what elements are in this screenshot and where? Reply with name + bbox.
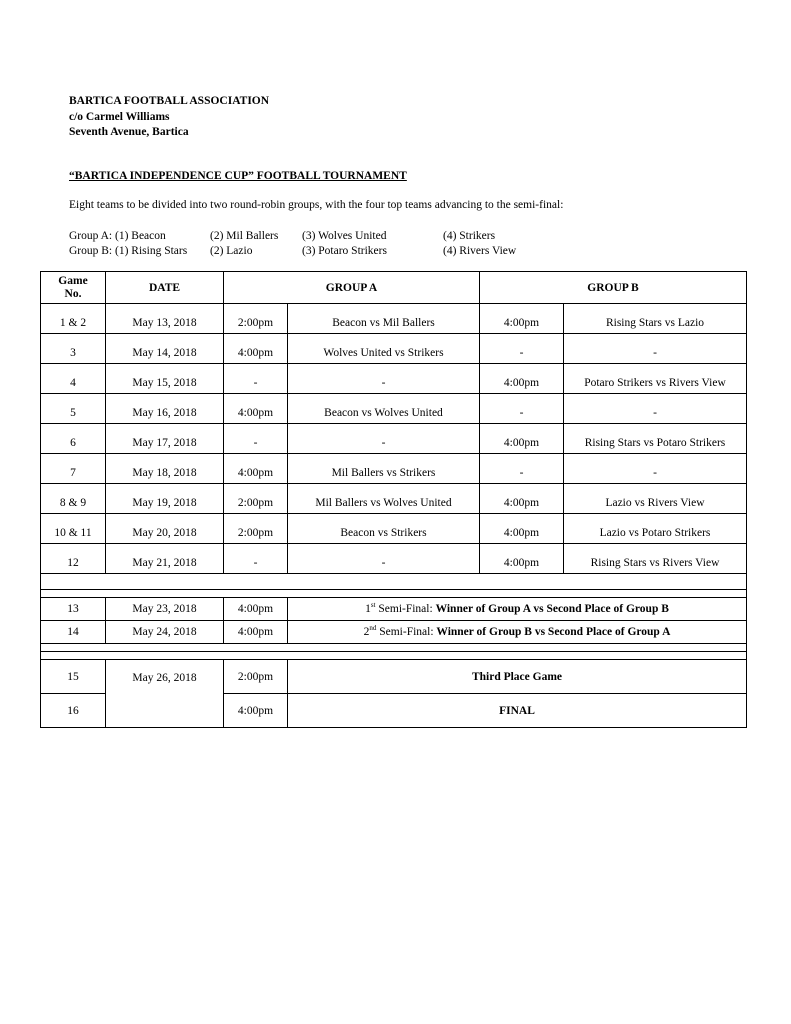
- match-label: FINAL: [499, 704, 535, 717]
- semi-final-description: [288, 598, 747, 621]
- semi-final-label: Semi-Final:: [375, 603, 436, 615]
- date-cell: May 20, 2018: [106, 514, 224, 544]
- semi-final-row: [41, 598, 747, 621]
- spacer-cell: [41, 652, 747, 660]
- group-b-match-cell: -: [564, 394, 747, 424]
- time-cell: 2:00pm: [224, 660, 288, 694]
- group-a-time-cell: 2:00pm: [224, 484, 288, 514]
- time-cell: 4:00pm: [224, 694, 288, 728]
- game-number-cell: 12: [41, 544, 106, 574]
- date-cell: May 14, 2018: [106, 334, 224, 364]
- group-a-team-1: Group A: (1) Beacon: [69, 230, 166, 242]
- group-a-time-cell: 4:00pm: [224, 394, 288, 424]
- date-cell: May 19, 2018: [106, 484, 224, 514]
- group-b-time-cell: 4:00pm: [480, 544, 564, 574]
- match-label-cell: [288, 660, 747, 694]
- semi-final-label: Semi-Final:: [376, 626, 437, 638]
- finals-date-cell: May 26, 2018: [106, 660, 224, 728]
- date-cell: May 23, 2018: [106, 598, 224, 621]
- semi-final-matchup: Winner of Group A vs Second Place of Group B: [435, 603, 669, 615]
- date-cell: May 18, 2018: [106, 454, 224, 484]
- date-cell: May 21, 2018: [106, 544, 224, 574]
- group-a-match-cell: -: [288, 544, 480, 574]
- intro-text: Eight teams to be divided into two round-robin groups, with the four top teams advancing to the semi-final:: [69, 199, 564, 211]
- group-b-time-cell: 4:00pm: [480, 304, 564, 334]
- group-b-time-cell: 4:00pm: [480, 514, 564, 544]
- care-of-line: c/o Carmel Williams: [69, 110, 170, 123]
- group-b-match-cell: Rising Stars vs Potaro Strikers: [564, 424, 747, 454]
- group-b-team-1: Group B: (1) Rising Stars: [69, 244, 188, 257]
- group-b-match-cell: -: [564, 334, 747, 364]
- game-number-cell: 8 & 9: [41, 484, 106, 514]
- group-a-match-cell: Wolves United vs Strikers: [288, 334, 480, 364]
- table-row: [41, 304, 747, 334]
- group-a-match-cell: Mil Ballers vs Strikers: [288, 454, 480, 484]
- date-cell: May 16, 2018: [106, 394, 224, 424]
- group-b-team-2: (2) Lazio: [210, 244, 253, 257]
- date-cell: May 13, 2018: [106, 304, 224, 334]
- game-number-cell: 3: [41, 334, 106, 364]
- ordinal-number: 1: [365, 603, 371, 615]
- semi-final-matchup: Winner of Group B vs Second Place of Group A: [436, 626, 671, 638]
- group-b-time-cell: 4:00pm: [480, 364, 564, 394]
- table-row: [41, 454, 747, 484]
- header-game-line2: No.: [64, 287, 82, 300]
- group-b-match-cell: Lazio vs Potaro Strikers: [564, 514, 747, 544]
- group-b-match-cell: Potaro Strikers vs Rivers View: [564, 364, 747, 394]
- group-b-time-cell: -: [480, 394, 564, 424]
- group-a-team-2: (2) Mil Ballers: [210, 230, 279, 242]
- group-b-time-cell: -: [480, 334, 564, 364]
- group-a-time-cell: -: [224, 544, 288, 574]
- third-place-row: [41, 660, 747, 694]
- group-b-match-cell: -: [564, 454, 747, 484]
- group-b-time-cell: 4:00pm: [480, 424, 564, 454]
- game-number-cell: 1 & 2: [41, 304, 106, 334]
- group-b-team-4: (4) Rivers View: [443, 244, 517, 257]
- table-spacer-row: [41, 590, 747, 598]
- header-group-a: GROUP A: [224, 272, 480, 304]
- group-b-match-cell: Rising Stars vs Rivers View: [564, 544, 747, 574]
- group-a-time-cell: 4:00pm: [224, 334, 288, 364]
- game-number-cell: 4: [41, 364, 106, 394]
- match-label-cell: [288, 694, 747, 728]
- game-number-cell: 10 & 11: [41, 514, 106, 544]
- game-number-cell: 14: [41, 621, 106, 644]
- table-row: [41, 514, 747, 544]
- schedule-table: [40, 271, 747, 728]
- table-row: [41, 484, 747, 514]
- game-number-cell: 6: [41, 424, 106, 454]
- group-a-time-cell: -: [224, 364, 288, 394]
- table-spacer-row: [41, 652, 747, 660]
- group-b-match-cell: Lazio vs Rivers View: [564, 484, 747, 514]
- header-game-no: [41, 272, 106, 304]
- semi-final-row: [41, 621, 747, 644]
- group-b-team-3: (3) Potaro Strikers: [302, 244, 387, 257]
- game-number-cell: 15: [41, 660, 106, 694]
- group-a-match-cell: -: [288, 424, 480, 454]
- group-a-team-3: (3) Wolves United: [302, 230, 387, 242]
- table-spacer-row: [41, 644, 747, 652]
- group-a-time-cell: 4:00pm: [224, 454, 288, 484]
- table-row: [41, 544, 747, 574]
- association-header: [69, 94, 269, 141]
- game-number-cell: 16: [41, 694, 106, 728]
- group-a-match-cell: Beacon vs Mil Ballers: [288, 304, 480, 334]
- group-a-time-cell: -: [224, 424, 288, 454]
- table-row: [41, 394, 747, 424]
- group-a-time-cell: 2:00pm: [224, 304, 288, 334]
- time-cell: 4:00pm: [224, 621, 288, 644]
- group-a-team-4: (4) Strikers: [443, 230, 496, 242]
- ordinal-number: 2: [363, 626, 370, 638]
- table-gap-row: [41, 574, 747, 590]
- game-number-cell: 5: [41, 394, 106, 424]
- spacer-cell: [41, 644, 747, 652]
- group-b-time-cell: 4:00pm: [480, 484, 564, 514]
- table-header-row: [41, 272, 747, 304]
- group-b-time-cell: -: [480, 454, 564, 484]
- spacer-cell: [41, 590, 747, 598]
- table-row: [41, 364, 747, 394]
- group-a-match-cell: Beacon vs Strikers: [288, 514, 480, 544]
- date-cell: May 17, 2018: [106, 424, 224, 454]
- header-game-line1: Game: [58, 274, 88, 287]
- time-cell: 4:00pm: [224, 598, 288, 621]
- ordinal-suffix: st: [370, 601, 376, 610]
- date-cell: May 24, 2018: [106, 621, 224, 644]
- association-name: BARTICA FOOTBALL ASSOCIATION: [69, 95, 270, 107]
- date-cell: May 15, 2018: [106, 364, 224, 394]
- match-label: Third Place Game: [471, 670, 563, 683]
- group-a-match-cell: Mil Ballers vs Wolves United: [288, 484, 480, 514]
- game-number-cell: 13: [41, 598, 106, 621]
- semi-final-description: [288, 621, 747, 644]
- gap-cell: [41, 574, 747, 590]
- group-a-match-cell: Beacon vs Wolves United: [288, 394, 480, 424]
- tournament-title: “BARTICA INDEPENDENCE CUP” FOOTBALL TOURNAMENT: [69, 170, 407, 182]
- header-group-b: GROUP B: [480, 272, 747, 304]
- header-date: DATE: [106, 272, 224, 304]
- group-a-match-cell: -: [288, 364, 480, 394]
- group-b-match-cell: Rising Stars vs Lazio: [564, 304, 747, 334]
- game-number-cell: 7: [41, 454, 106, 484]
- ordinal-suffix: nd: [369, 624, 377, 633]
- table-row: [41, 424, 747, 454]
- table-row: [41, 334, 747, 364]
- address-line: Seventh Avenue, Bartica: [69, 126, 189, 138]
- group-a-time-cell: 2:00pm: [224, 514, 288, 544]
